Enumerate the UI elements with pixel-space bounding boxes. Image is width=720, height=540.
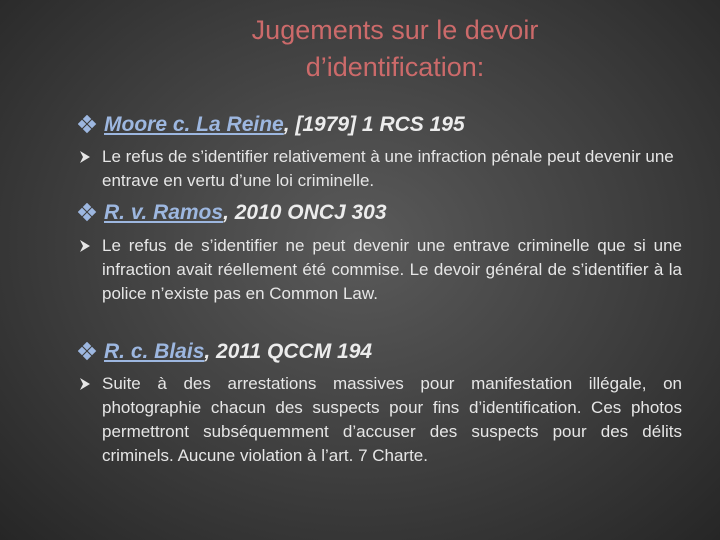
diamond-clover-bullet-icon [78,115,98,135]
case-name: R. c. Blais [104,340,205,363]
case-citation: , 2010 ONCJ 303 [223,201,387,224]
arrowhead-bullet-icon [79,377,91,391]
diamond-clover-bullet-icon [78,203,98,223]
case-citation: , [1979] 1 RCS 195 [283,113,465,136]
arrowhead-bullet-icon [79,150,91,164]
slide-title-line2: d’identification: [305,52,485,82]
case-summary-blais: Suite à des arrestations massives pour manifestation illégale, on photographie chacun des suspects pour fins d’identification. Ces photos permettront subséquemment d’accuser des suspects pour des délits criminels. Aucune violation à l’art. 7 Charte. [102,374,682,465]
case-heading-blais [78,337,372,367]
case-citation: , 2011 QCCM 194 [204,340,373,363]
slide-title [150,12,640,86]
slide-title-line1: Jugements sur le devoir [251,15,539,45]
arrowhead-bullet-icon [79,239,91,253]
case-heading-moore [78,110,465,140]
diamond-clover-bullet-icon [78,342,98,362]
case-summary-ramos: Le refus de s’identifier ne peut devenir une entrave criminelle que si une infraction avait réellement été commise. Le devoir général de s’identifier à la police n’existe pas en Common Law. [102,236,682,303]
case-summary-moore: Le refus de s’identifier relativement à une infraction pénale peut devenir une entrave en vertu d’une loi criminelle. [102,147,674,190]
case-name: Moore c. La Reine [104,113,284,136]
case-name: R. v. Ramos [104,201,224,224]
case-heading-ramos [78,198,387,228]
